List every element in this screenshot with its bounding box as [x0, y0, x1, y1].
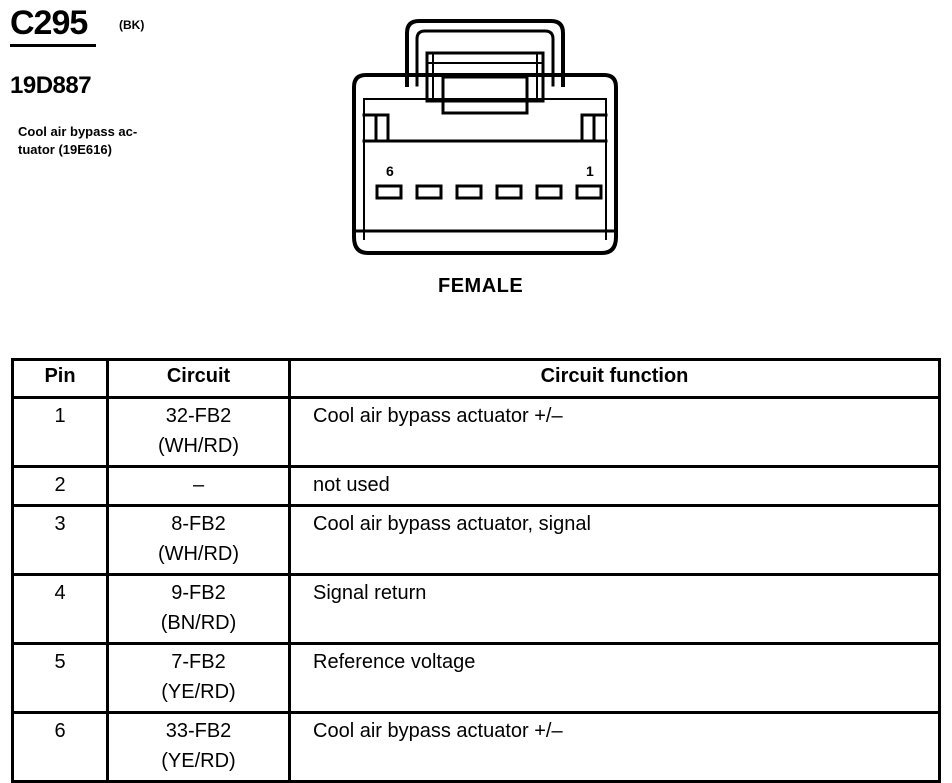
circuit-function: Cool air bypass actuator +/–: [290, 713, 940, 782]
connector-gender-label: FEMALE: [438, 275, 524, 297]
pin-number: 2: [13, 467, 108, 506]
connector-id-underline: [10, 44, 96, 47]
pin-number: 6: [13, 713, 108, 782]
pin-cavity: [537, 186, 561, 198]
table-row: [13, 644, 940, 713]
pin-label-1: 1: [586, 163, 594, 179]
table-header-row: [13, 360, 940, 398]
connector-color-code: (BK): [119, 18, 145, 32]
connector-id: C295: [10, 4, 88, 42]
circuit-id: 7-FB2: [171, 651, 226, 673]
circuit-cell: [108, 713, 290, 782]
header-pin: Pin: [13, 360, 108, 398]
pin-cavity: [377, 186, 401, 198]
table-row: [13, 467, 940, 506]
circuit-id: 33-FB2: [165, 720, 232, 742]
wire-color: (WH/RD): [157, 435, 240, 457]
circuit-cell: [108, 575, 290, 644]
pin-number: 1: [13, 398, 108, 467]
table-row: [13, 398, 940, 467]
table-row: [13, 506, 940, 575]
header-circuit-function: Circuit function: [290, 360, 940, 398]
left-key: [364, 115, 388, 141]
latch-window: [443, 77, 527, 113]
table-row: [13, 575, 940, 644]
wire-color: (YE/RD): [161, 681, 236, 703]
circuit-function: Reference voltage: [290, 644, 940, 713]
pin-cavity: [497, 186, 521, 198]
circuit-function: Signal return: [290, 575, 940, 644]
circuit-function: Cool air bypass actuator +/–: [290, 398, 940, 467]
table-row: [13, 713, 940, 782]
circuit-function: not used: [290, 467, 940, 506]
circuit-id: –: [192, 474, 205, 496]
circuit-cell: [108, 467, 290, 506]
pin-number: 4: [13, 575, 108, 644]
connector-description: Cool air bypass ac- tuator (19E616): [18, 124, 138, 157]
connector-face-diagram: [340, 15, 630, 265]
circuit-cell: [108, 506, 290, 575]
pin-cavity: [577, 186, 601, 198]
pin-number: 5: [13, 644, 108, 713]
right-key: [582, 115, 606, 141]
wire-color: (BN/RD): [160, 612, 237, 634]
pin-cavity: [457, 186, 481, 198]
pin-number: 3: [13, 506, 108, 575]
pin-label-6: 6: [386, 163, 394, 179]
pin-cavity: [417, 186, 441, 198]
circuit-id: 32-FB2: [165, 405, 232, 427]
circuit-cell: [108, 644, 290, 713]
wire-color: (WH/RD): [157, 543, 240, 565]
pin-table: [11, 358, 941, 783]
circuit-id: 9-FB2: [171, 582, 226, 604]
part-number: 19D887: [10, 72, 92, 99]
circuit-function: Cool air bypass actuator, signal: [290, 506, 940, 575]
circuit-id: 8-FB2: [171, 513, 226, 535]
wire-color: (YE/RD): [161, 750, 236, 772]
circuit-cell: [108, 398, 290, 467]
header-circuit: Circuit: [108, 360, 290, 398]
